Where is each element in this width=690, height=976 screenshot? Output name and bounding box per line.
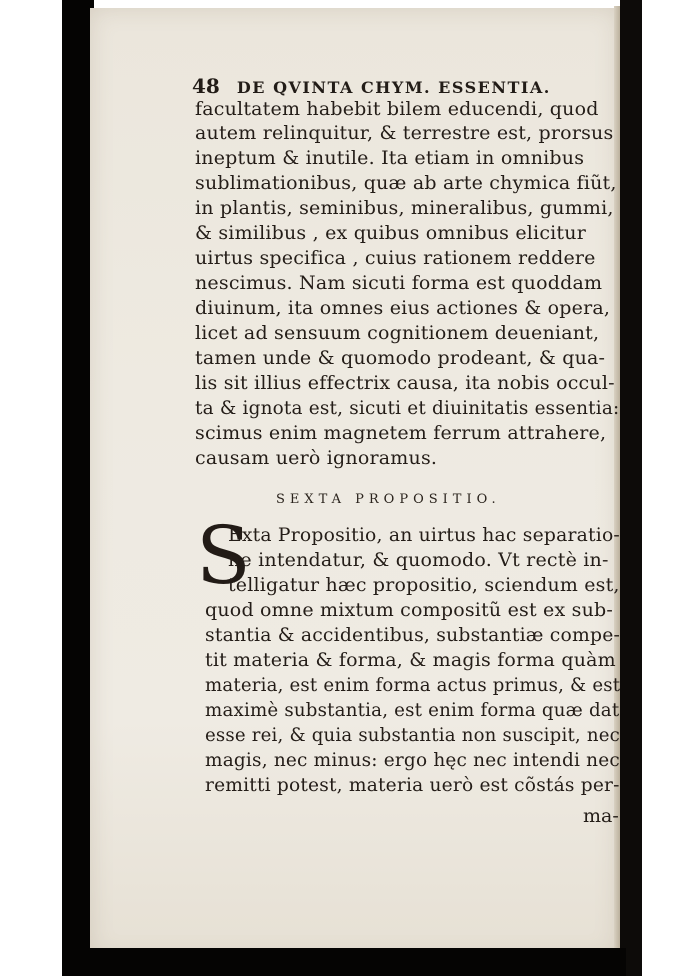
text-line: ne intendatur, & quomodo. Vt rectè in- <box>228 549 609 571</box>
text-line: telligatur hæc propositio, sciendum est, <box>228 574 620 596</box>
text-line: remitti potest, materia uerò est cõstás per- <box>205 774 620 796</box>
text-line: in plantis, seminibus, mineralibus, gummi, <box>195 197 614 219</box>
scan-border-right <box>620 0 642 976</box>
text-line: licet ad sensuum cognitionem deueniant, <box>195 322 600 344</box>
text-line: scimus enim magnetem ferrum attrahere, <box>195 422 607 444</box>
text-line: diuinum, ita omnes eius actiones & opera, <box>195 297 611 319</box>
text-line: ta & ignota est, sicuti et diuinitatis essentia: <box>195 397 620 419</box>
text-line: lis sit illius effectrix causa, ita nobis occul- <box>195 372 615 394</box>
text-line: quod omne mixtum compositũ est ex sub- <box>205 599 614 621</box>
text-line: causam uerò ignoramus. <box>195 447 438 469</box>
text-line: sublimationibus, quæ ab arte chymica fiũt, <box>195 172 617 194</box>
text-line: facultatem habebit bilem educendi, quod <box>195 98 599 120</box>
text-line: ineptum & inutile. Ita etiam in omnibus <box>195 147 585 169</box>
text-line: tit materia & forma, & magis forma quàm <box>205 649 616 671</box>
text-line: esse rei, & quia substantia non suscipit, nec <box>205 724 620 746</box>
text-line: autem relinquitur, & terrestre est, prorsus <box>195 122 614 144</box>
text-line: magis, nec minus: ergo hęc nec intendi nec <box>205 749 620 771</box>
text-line: tamen unde & quomodo prodeant, & qua- <box>195 347 606 369</box>
text-line: nescimus. Nam sicuti forma est quoddam <box>195 272 603 294</box>
text-line: & similibus , ex quibus omnibus elicitur <box>195 222 586 244</box>
text-line: stantia & accidentibus, substantiæ compe- <box>205 624 621 646</box>
scan-border-bottom <box>90 948 626 976</box>
running-head <box>192 74 551 98</box>
text-line: uirtus specifica , cuius rationem reddere <box>195 247 596 269</box>
text-line: materia, est enim forma actus primus, & est <box>205 674 621 696</box>
page-number: 48 <box>192 74 220 98</box>
catchword: ma- <box>583 805 619 827</box>
section-heading: SEXTA PROPOSITIO. <box>276 492 501 507</box>
drop-cap: S <box>196 509 251 602</box>
text-line: Exta Propositio, an uirtus hac separatio- <box>228 524 620 546</box>
running-title: DE QVINTA CHYM. ESSENTIA. <box>236 78 551 97</box>
text-line: maximè substantia, est enim forma quæ dat <box>205 699 620 721</box>
